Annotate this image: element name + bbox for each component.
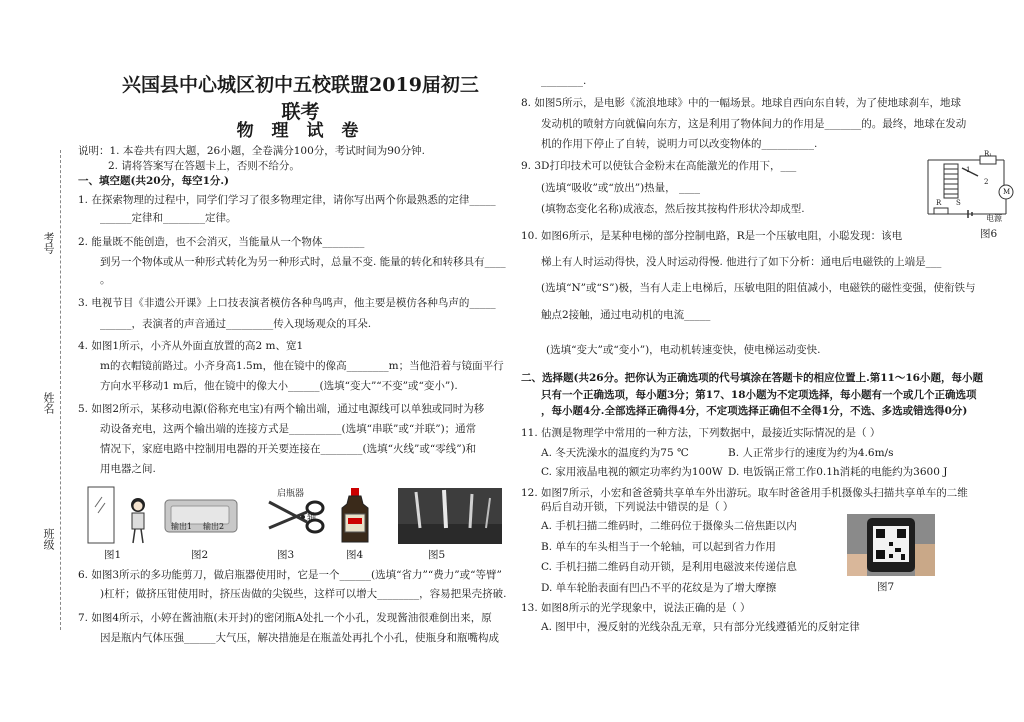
section-1-heading: 一、填空题(共20分，每空1分.)	[78, 175, 230, 187]
question-6-line-2: )杠杆；做挤压钳使用时，挤压齿做的尖锐些，这样可以增大________，容易把果壳挤破.	[100, 588, 507, 600]
question-5-line-4: 用电器之间.	[100, 463, 156, 475]
figure-6-label-power: 电源	[986, 214, 1002, 223]
question-3-line-2: ______，表演者的声音通过_________传入现场观众的耳朵.	[100, 318, 372, 330]
question-11-option-c: C. 家用液晶电视的额定功率约为100W	[541, 466, 723, 478]
question-10-line-5: (选填“变大”或“变小”)，电动机转速变快，使电梯运动变快.	[546, 344, 821, 356]
figure-3-label-axis: 轴	[307, 513, 317, 523]
notes-line-1: 说明：1. 本卷共有四大题，26小题，全卷满分100分，考试时间为90分钟.	[78, 145, 425, 157]
figure-4-soy-sauce-bottle	[336, 486, 374, 544]
binding-line	[60, 150, 61, 630]
subject-title: 物 理 试 卷	[236, 121, 365, 141]
question-12-option-b: B. 单车的车头相当于一个轮轴，可以起到省力作用	[541, 541, 776, 553]
question-7-line-1: 7. 如图4所示，小婷在酱油瓶(未开封)的密闭瓶A处扎一个小孔，发现酱油很难倒出来，原	[78, 612, 492, 624]
question-11-option-a: A. 冬天洗澡水的温度约为75 ℃	[541, 447, 689, 459]
question-2-line-2: 到另一个物体或从一种形式转化为另一种形式时，总量不变. 能量的转化和转移具有____	[100, 256, 506, 268]
figure-6-label-motor: M	[1003, 188, 1011, 196]
section-2-heading-line-1: 二、选择题(共26分。把你认为正确选项的代号填涂在答题卡的相应位置上.第11～16小题，每小题	[521, 372, 983, 384]
question-4-line-2: m的衣帽镜前路过。小齐身高1.5m，他在镜中的像高________m；当他沿着与镜面平行	[100, 360, 504, 372]
figure-3-caption: 图3	[277, 549, 295, 561]
question-10-line-2: 梯上有人时运动得快，没人时运动得慢. 他进行了如下分析：通电后电磁铁的上端是___	[541, 256, 942, 268]
question-9-line-3: (填物态变化名称)成液态，然后按其按构件形状冷却成型.	[541, 203, 805, 215]
question-8-line-2: 发动机的喷射方向就偏向东方，这是利用了物体间力的作用是_______的。最终，地球在发动	[541, 118, 967, 130]
section-2-heading-line-3: ，每小题4分.全部选择正确得4分，不定项选择正确但不全得1分，不选、多选或错选得0分)	[541, 405, 968, 417]
question-11-option-d: D. 电饭锅正常工作0.1h消耗的电能约为3600 J	[728, 466, 948, 478]
question-13-stem: 13. 如图8所示的光学现象中，说法正确的是（ ）	[521, 602, 751, 614]
question-1-line-2: ______定律和________定律。	[100, 212, 237, 224]
question-7-line-2: 因是瓶内气体压强______大气压，解决措施是在瓶盖处再扎个小孔，使瓶身和瓶嘴构成	[100, 632, 499, 644]
figure-6-label-2: 2	[984, 178, 989, 186]
question-2-line-1: 2. 能量既不能创造，也不会消灭，当能量从一个物体________	[78, 236, 365, 248]
figure-6-caption: 图6	[980, 228, 998, 240]
question-13-option-a: A. 图甲中，漫反射的光线杂乱无章，只有部分光线遵循光的反射定律	[541, 621, 860, 633]
question-2-line-3: 。	[100, 274, 111, 286]
question-10-line-4: 触点2接触，通过电动机的电流_____	[541, 309, 711, 321]
exam-title: 兴国县中心城区初中五校联盟2019届初三联考	[122, 74, 479, 123]
side-label-exam-number: 考号	[42, 232, 55, 254]
question-8-line-3: 机的作用下停止了自转，说明力可以改变物体的__________.	[541, 138, 818, 150]
question-3-line-1: 3. 电视节目《非遗公开课》上口技表演者模仿各种鸟鸣声，他主要是模仿各种鸟声的_____	[78, 297, 496, 309]
section-2-heading-line-2: 只有一个正确选项，每小题3分；第17、18小题为不定项选择，每小题有一个或几个正确选项	[541, 389, 977, 401]
question-9-line-2: (选填“吸收”或“放出”)热量， ____	[541, 182, 701, 194]
notes-line-2: 2. 请将答案写在答题卡上，否则不给分。	[108, 160, 300, 172]
figure-6-circuit	[908, 152, 1020, 224]
question-12-line-1: 12. 如图7所示，小宏和爸爸骑共享单车外出游玩。取车时爸爸用手机摄像头扫描共享单车的二维	[521, 487, 968, 499]
question-5-line-1: 5. 如图2所示，某移动电源(俗称充电宝)有两个输出端，通过电源线可以单独或同时为移	[78, 403, 485, 415]
question-11-stem: 11. 估测是物理学中常用的一种方法，下列数据中，最接近实际情况的是（ ）	[521, 427, 881, 439]
figure-6-label-1: 1	[966, 166, 971, 174]
question-5-line-3: 情况下，家庭电路中控制用电器的开关要连接在________(选填“火线”或“零线”)和	[100, 443, 477, 455]
figure-3-label-opener: 启瓶器	[277, 489, 305, 499]
question-4-line-1: 4. 如图1所示，小齐从外面直放置的高2 m、宽1	[78, 340, 304, 352]
figure-3-scissors	[263, 488, 325, 544]
figure-5-caption: 图5	[428, 549, 446, 561]
figure-4-caption: 图4	[346, 549, 364, 561]
question-12-option-d: D. 单车轮胎表面有凹凸不平的花纹是为了增大摩擦	[541, 582, 777, 594]
question-12-option-c: C. 手机扫描二维码自动开锁，是利用电磁波来传递信息	[541, 561, 797, 573]
question-12-line-2: 码后自动开锁，下列说法中错误的是（ ）	[541, 501, 734, 513]
question-4-line-3: 方向水平移动1 m后，他在镜中的像大小______(选填“变大”“不变”或“变小”).	[100, 380, 458, 392]
question-6-line-1: 6. 如图3所示的多功能剪刀，做启瓶器使用时，它是一个______(选填“省力”“费力”或“等臂”	[78, 569, 502, 581]
question-7-line-3: ________.	[541, 75, 587, 87]
question-1-line-1: 1. 在探索物理的过程中，同学们学习了很多物理定律，请你写出两个你最熟悉的定律_____	[78, 194, 496, 206]
question-10-line-3: (选填“N”或“S”)极，当有人走上电梯后，压敏电阻的阻值减小，电磁铁的磁性变强，使衔铁与	[541, 282, 976, 294]
figure-2-label-out2: 输出2	[203, 522, 225, 531]
question-8-line-1: 8. 如图5所示，是电影《流浪地球》中的一幅场景。地球自西向东自转，为了使地球刹车，地球	[521, 97, 962, 109]
figure-6-label-r1: R₁	[984, 150, 993, 158]
figure-1-caption: 图1	[104, 549, 122, 561]
figure-5-wandering-earth	[398, 488, 502, 544]
figure-7-phone-scan	[847, 514, 935, 576]
question-5-line-2: 动设备充电，这两个输出端的连接方式是__________(选填“串联”或“并联”)；通常	[100, 423, 477, 435]
figure-7-caption: 图7	[877, 581, 895, 593]
figure-6-label-r: R	[936, 199, 942, 207]
figure-2-caption: 图2	[191, 549, 209, 561]
side-label-name: 姓名	[42, 392, 55, 414]
question-10-line-1: 10. 如图6所示，是某种电梯的部分控制电路，R是一个压敏电阻，小聪发现：该电	[521, 230, 903, 242]
figure-1-mirror	[86, 485, 116, 545]
figure-2-label-out1: 输出1	[171, 522, 193, 531]
figure-2-power-bank	[163, 496, 239, 536]
question-9-line-1: 9. 3D打印技术可以使钛合金粉末在高能激光的作用下，___	[521, 160, 797, 172]
question-12-option-a: A. 手机扫描二维码时，二维码位于摄像头二倍焦距以内	[541, 520, 797, 532]
question-11-option-b: B. 人正常步行的速度为约为4.6m/s	[728, 447, 894, 459]
figure-6-label-s: S	[956, 199, 961, 207]
side-label-class: 班级	[42, 528, 55, 550]
